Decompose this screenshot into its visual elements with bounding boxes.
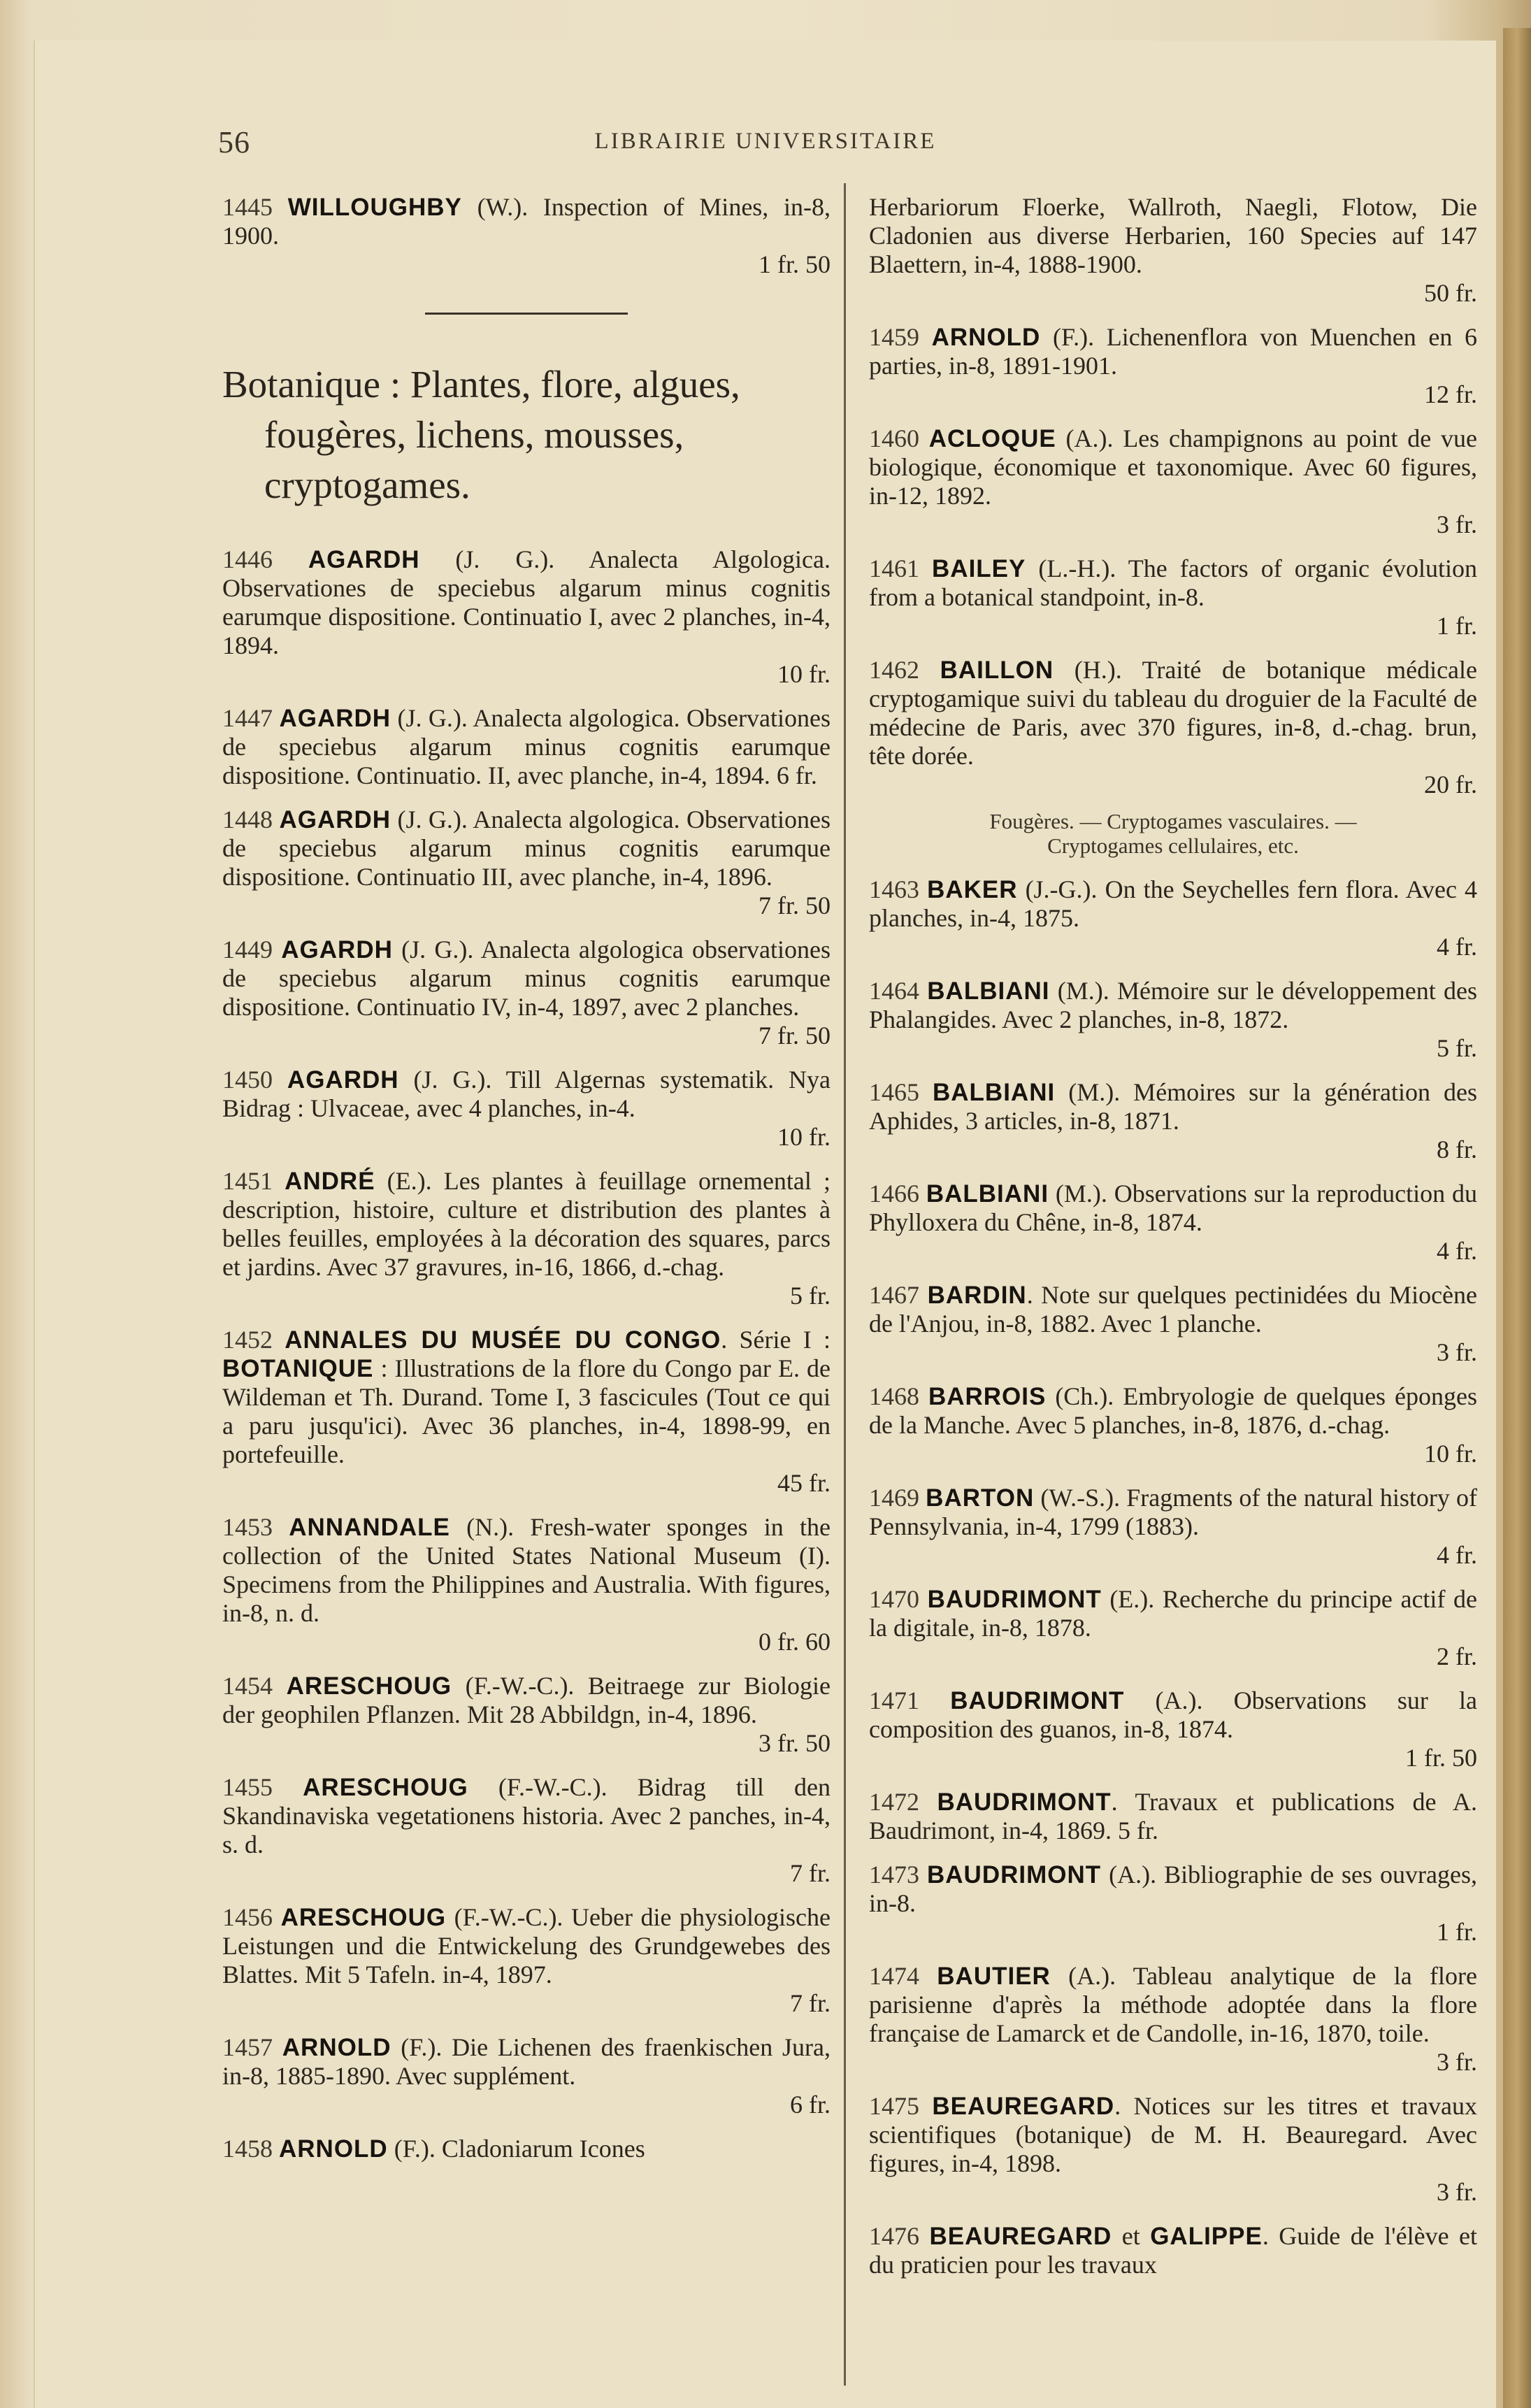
entry-text: (F.). Die Lichenen des fraenkischen Jura, in-8, 1885-1890. Avec supplément. [222, 2033, 831, 2090]
entry-text: (F.-W.-C.). Bidrag till den Skandinaviska vegetationens historia. Avec 2 panches, in-4, s. d. [222, 1773, 831, 1858]
catalogue-entry [222, 1672, 831, 1758]
entry-text: (A.). Bibliographie de ses ouvrages, in-8. [869, 1861, 1477, 1917]
entry-author: BALBIANI [927, 977, 1050, 1005]
entry-author: ANDRÉ [285, 1168, 375, 1195]
entry-price: 6 fr. [790, 2091, 831, 2119]
entry-author: BALBIANI [933, 1079, 1056, 1106]
entry-price: 5 fr. [1437, 1034, 1477, 1062]
entry-price: 3 fr. [1437, 1338, 1477, 1366]
left-column [222, 193, 831, 2179]
entry-author: GALIPPE [1150, 2223, 1263, 2250]
entry-price: 4 fr. [1437, 1541, 1477, 1569]
entry-number: 1467 [869, 1281, 919, 1309]
catalogue-entry [869, 2222, 1477, 2279]
entry-price: 7 fr. [790, 1989, 831, 2017]
entry-text: (F.-W.-C.). Ueber die physiologische Leistungen und die Entwickelung des Grundgewebes des Blattes. Mit 5 Tafeln. in-4, 1897. [222, 1903, 831, 1988]
entry-author: BOTANIQUE [222, 1355, 374, 1382]
entry-number: 1451 [222, 1167, 273, 1195]
catalogue-entry [869, 1585, 1477, 1671]
entry-text: (W.). Inspection of Mines, in-8, 1900. [222, 193, 831, 250]
catalogue-entry [869, 1281, 1477, 1367]
book-edge [1503, 28, 1531, 2408]
catalogue-entry [222, 1326, 831, 1498]
entry-author: BARDIN [927, 1282, 1027, 1309]
page-number: 56 [218, 125, 250, 159]
entry-author: ANNALES DU MUSÉE DU CONGO [285, 1326, 721, 1354]
entry-author: ARESCHOUG [303, 1774, 468, 1801]
entry-price: 7 fr. [790, 1859, 831, 1887]
entry-number: 1447 [222, 704, 273, 732]
entry-price: 3 fr. 50 [759, 1729, 831, 1757]
catalogue-entry [869, 875, 1477, 961]
entry-price: 1 fr. [1437, 1918, 1477, 1946]
entry-price: 3 fr. [1437, 2178, 1477, 2206]
entry-author: BARTON [926, 1484, 1035, 1512]
catalogue-entry [869, 1484, 1477, 1570]
catalogue-entry [869, 1686, 1477, 1772]
entry-number: 1458 [222, 2135, 273, 2163]
entry-text: (J. G.). Analecta Algologica. Observationes de speciebus algarum minus cognitis earumque dispositione. Continuatio I, avec 2 planches, in-4, 1894. [222, 545, 831, 659]
entry-number: 1468 [869, 1382, 919, 1410]
catalogue-entry [222, 936, 831, 1050]
entry-price: 10 fr. [777, 1123, 831, 1151]
section-rule [425, 313, 628, 315]
entry-text: . Série I : [721, 1326, 831, 1354]
entry-text: (H.). Traité de botanique médicale cryptogamique suivi du tableau du droguier de la Faculté de médecine de Paris, avec 370 figures, in-8, d.-chag. brun, tête dorée. [869, 656, 1478, 770]
entry-author: BAKER [927, 876, 1018, 903]
entry-author: AGARDH [281, 936, 393, 963]
entry-author: BAUTIER [937, 1963, 1051, 1990]
entry-text: (M.). Mémoires sur la génération des Aphides, 3 articles, in-8, 1871. [869, 1078, 1478, 1135]
entry-text: (F.). Cladoniarum Icones [387, 2135, 645, 2163]
entry-price: 1 fr. 50 [759, 250, 831, 278]
catalogue-entry [869, 656, 1477, 799]
entry-text: (J. G.). Till Algernas systematik. Nya Bidrag : Ulvaceae, avec 4 planches, in-4. [222, 1066, 831, 1122]
entry-text: (E.). Recherche du principe actif de la digitale, in-8, 1878. [869, 1585, 1477, 1642]
entry-price: 4 fr. [1437, 1237, 1477, 1265]
entry-price: 4 fr. [1437, 933, 1477, 961]
entry-text: (J. G.). Analecta algologica. Observationes de speciebus algarum minus cognitis earumque dispositione. Continuatio III, avec planche, in-4, 1896. [222, 805, 831, 891]
entry-author: BEAUREGARD [929, 2223, 1112, 2250]
entry-number: 1476 [869, 2222, 919, 2250]
note-line: Fougères. — Cryptogames vasculaires. — [989, 809, 1357, 833]
entry-author: AGARDH [279, 705, 391, 732]
entry-author: BAILLON [940, 657, 1054, 684]
entry-number: 1463 [869, 875, 919, 903]
entry-text: (J.-G.). On the Seychelles fern flora. Avec 4 planches, in-4, 1875. [869, 875, 1478, 932]
entry-number: 1449 [222, 936, 273, 963]
entry-text: (F.-W.-C.). Beitraege zur Biologie der geophilen Pflanzen. Mit 28 Abbildgn, in-4, 1896. [222, 1672, 831, 1728]
entry-text: . Note sur quelques pectinidées du Miocène de l'Anjou, in-8, 1882. Avec 1 planche. [869, 1281, 1478, 1338]
catalogue-entry [869, 977, 1477, 1063]
entry-author: ARNOLD [282, 2034, 391, 2061]
entry-author: ANNANDALE [289, 1514, 450, 1541]
catalogue-entry [222, 193, 831, 279]
entry-number: 1473 [869, 1861, 919, 1889]
right-column [869, 193, 1477, 2295]
entry-number: 1475 [869, 2092, 919, 2120]
entry-number: 1456 [222, 1903, 273, 1931]
page-header [0, 124, 1531, 166]
entry-price: 3 fr. [1437, 2048, 1477, 2076]
entry-number: 1466 [869, 1180, 919, 1207]
entry-number: 1455 [222, 1773, 273, 1801]
catalogue-entry [869, 424, 1477, 539]
section-title [222, 359, 831, 510]
entry-author: BAUDRIMONT [927, 1861, 1102, 1889]
entry-author: WILLOUGHBY [287, 194, 462, 221]
catalogue-entry [222, 1167, 831, 1310]
entry-text: Herbariorum Floerke, Wallroth, Naegli, Flotow, Die Cladonien aus diverse Herbarien, 160 Species auf 147 Blaettern, in-4, 1888-1900. [869, 193, 1477, 278]
entry-number: 1448 [222, 805, 273, 833]
section-title-line: cryptogames. [264, 464, 470, 506]
entry-price: 1 fr. 50 [1405, 1744, 1477, 1772]
entry-text: et [1112, 2222, 1151, 2250]
column-divider [844, 183, 846, 2386]
catalogue-entry [869, 1382, 1477, 1468]
entry-number: 1445 [222, 193, 273, 221]
entry-text: (N.). Fresh-water sponges in the collection of the United States National Museum (I). Specimens from the Philippines and Australia. With figures, in-8, n. d. [222, 1513, 831, 1627]
entry-author: BARROIS [928, 1383, 1047, 1410]
entry-number: 1469 [869, 1484, 919, 1512]
section-note [869, 809, 1477, 858]
entry-author: BAUDRIMONT [950, 1687, 1125, 1714]
entry-text: (Ch.). Embryologie de quelques éponges de la Manche. Avec 5 planches, in-8, 1876, d.-chag. [869, 1382, 1477, 1439]
entry-text: (M.). Observations sur la reproduction du Phylloxera du Chêne, in-8, 1874. [869, 1180, 1477, 1236]
entry-price: 7 fr. 50 [759, 1022, 831, 1049]
entry-number: 1470 [869, 1585, 919, 1613]
entry-number: 1461 [869, 554, 919, 582]
entry-author: ARNOLD [931, 324, 1041, 351]
entry-author: BAILEY [932, 555, 1026, 582]
entry-author: ARNOLD [279, 2135, 388, 2163]
entry-author: ARESCHOUG [286, 1672, 452, 1700]
catalogue-entry [869, 1962, 1477, 2077]
entry-number: 1464 [869, 977, 919, 1005]
catalogue-entry [869, 1180, 1477, 1266]
entry-text: (E.). Les plantes à feuillage ornemental ; description, histoire, culture et distribution des plantes à belles feuilles, employées à la décoration des squares, parcs et jardins. Avec 37 gravures, in-16, 1866, d.-chag. [222, 1167, 831, 1281]
catalogue-entry [222, 1773, 831, 1888]
section-title-line: Botanique : Plantes, flore, algues, [222, 363, 740, 406]
catalogue-entry [869, 1788, 1477, 1845]
catalogue-entry [222, 805, 831, 920]
entry-author: ARESCHOUG [280, 1904, 447, 1931]
entry-number: 1452 [222, 1326, 273, 1354]
catalogue-entry-continuation [869, 193, 1477, 308]
entry-price: 2 fr. [1437, 1642, 1477, 1670]
entry-text: : Illustrations de la flore du Congo par E. de Wildeman et Th. Durand. Tome I, 3 fascicules (Tout ce qui a paru jusqu'ici). Avec 36 planches, in-4, 1898-99, en portefeuille. [222, 1354, 831, 1468]
entry-author: AGARDH [287, 1066, 399, 1094]
entry-text: . Travaux et publications de A. Baudrimont, in-4, 1869. 5 fr. [869, 1788, 1477, 1844]
entry-price: 8 fr. [1437, 1135, 1477, 1163]
catalogue-entry [222, 704, 831, 790]
entries-list [869, 875, 1477, 2279]
entry-text: (A.). Les champignons au point de vue biologique, économique et taxonomique. Avec 60 figures, in-12, 1892. [869, 424, 1477, 510]
entry-number: 1446 [222, 545, 273, 573]
catalogue-entry [222, 1513, 831, 1656]
entry-number: 1471 [869, 1686, 919, 1714]
entry-number: 1472 [869, 1788, 919, 1816]
entry-text: (F.). Lichenenflora von Muenchen en 6 parties, in-8, 1891-1901. [869, 323, 1477, 380]
entry-author: BALBIANI [926, 1180, 1049, 1207]
entry-author: BAUDRIMONT [927, 1586, 1102, 1613]
entry-number: 1474 [869, 1962, 919, 1990]
entry-number: 1450 [222, 1066, 273, 1094]
entry-price: 50 fr. [1424, 279, 1477, 307]
catalogue-entry [869, 554, 1477, 640]
entry-text: (J. G.). Analecta algologica. Observationes de speciebus algarum minus cognitis earumque dispositione. Continuatio. II, avec planche, in-4, 1894. 6 fr. [222, 704, 831, 789]
catalogue-entry [222, 545, 831, 689]
entry-price: 3 fr. [1437, 510, 1477, 538]
entry-text: . Guide de l'élève et du praticien pour les travaux [869, 2222, 1478, 2279]
note-line: Cryptogames cellulaires, etc. [1047, 833, 1299, 858]
entry-price: 5 fr. [790, 1282, 831, 1310]
entry-price: 7 fr. 50 [759, 891, 831, 919]
entry-text: (M.). Mémoire sur le développement des Phalangides. Avec 2 planches, in-8, 1872. [869, 977, 1477, 1033]
entry-text: (W.-S.). Fragments of the natural history of Pennsylvania, in-4, 1799 (1883). [869, 1484, 1477, 1540]
catalogue-entry [222, 1903, 831, 2018]
entry-author: AGARDH [279, 806, 391, 833]
entry-price: 20 fr. [1424, 771, 1477, 798]
entry-price: 45 fr. [777, 1469, 831, 1497]
entry-price: 12 fr. [1424, 380, 1477, 408]
entry-text: . Notices sur les titres et travaux scientifiques (botanique) de M. H. Beauregard. Avec figures, in-4, 1898. [869, 2092, 1477, 2177]
section-title-line: fougères, lichens, mousses, [264, 413, 684, 456]
entry-text: (J. G.). Analecta algologica observationes de speciebus algarum minus cognitis earumque dispositione. Continuatio IV, in-4, 1897, avec 2 planches. [222, 936, 831, 1021]
entry-price: 1 fr. [1437, 612, 1477, 640]
entry-author: ACLOQUE [928, 425, 1056, 452]
entry-price: 0 fr. 60 [759, 1628, 831, 1656]
entry-number: 1453 [222, 1513, 273, 1541]
entries-list [869, 323, 1477, 799]
entry-number: 1462 [869, 656, 919, 684]
entry-number: 1459 [869, 323, 919, 351]
entry-number: 1460 [869, 424, 919, 452]
entry-number: 1465 [869, 1078, 919, 1106]
entry-number: 1454 [222, 1672, 273, 1700]
entry-text: (L.-H.). The factors of organic évolution from a botanical standpoint, in-8. [869, 554, 1477, 611]
catalogue-entry [222, 2135, 831, 2163]
entry-author: BEAUREGARD [932, 2093, 1115, 2120]
catalogue-entry [869, 1078, 1477, 1164]
running-title: LIBRAIRIE UNIVERSITAIRE [594, 129, 937, 154]
entry-price: 10 fr. [1424, 1440, 1477, 1468]
catalogue-entry [222, 1066, 831, 1152]
entries-list [222, 545, 831, 2163]
catalogue-entry [869, 323, 1477, 409]
entry-author: AGARDH [308, 546, 420, 573]
entry-price: 10 fr. [777, 660, 831, 688]
entry-author: BAUDRIMONT [937, 1789, 1112, 1816]
catalogue-entry [869, 1861, 1477, 1947]
entry-text: (A.). Observations sur la composition des guanos, in-8, 1874. [869, 1686, 1477, 1743]
catalogue-entry [222, 2033, 831, 2119]
catalogue-entry [869, 2092, 1477, 2207]
entry-number: 1457 [222, 2033, 273, 2061]
entry-text: (A.). Tableau analytique de la flore parisienne d'après la méthode adoptée dans la flore française de Lamarck et de Candolle, in-16, 1870, toile. [869, 1962, 1477, 2047]
